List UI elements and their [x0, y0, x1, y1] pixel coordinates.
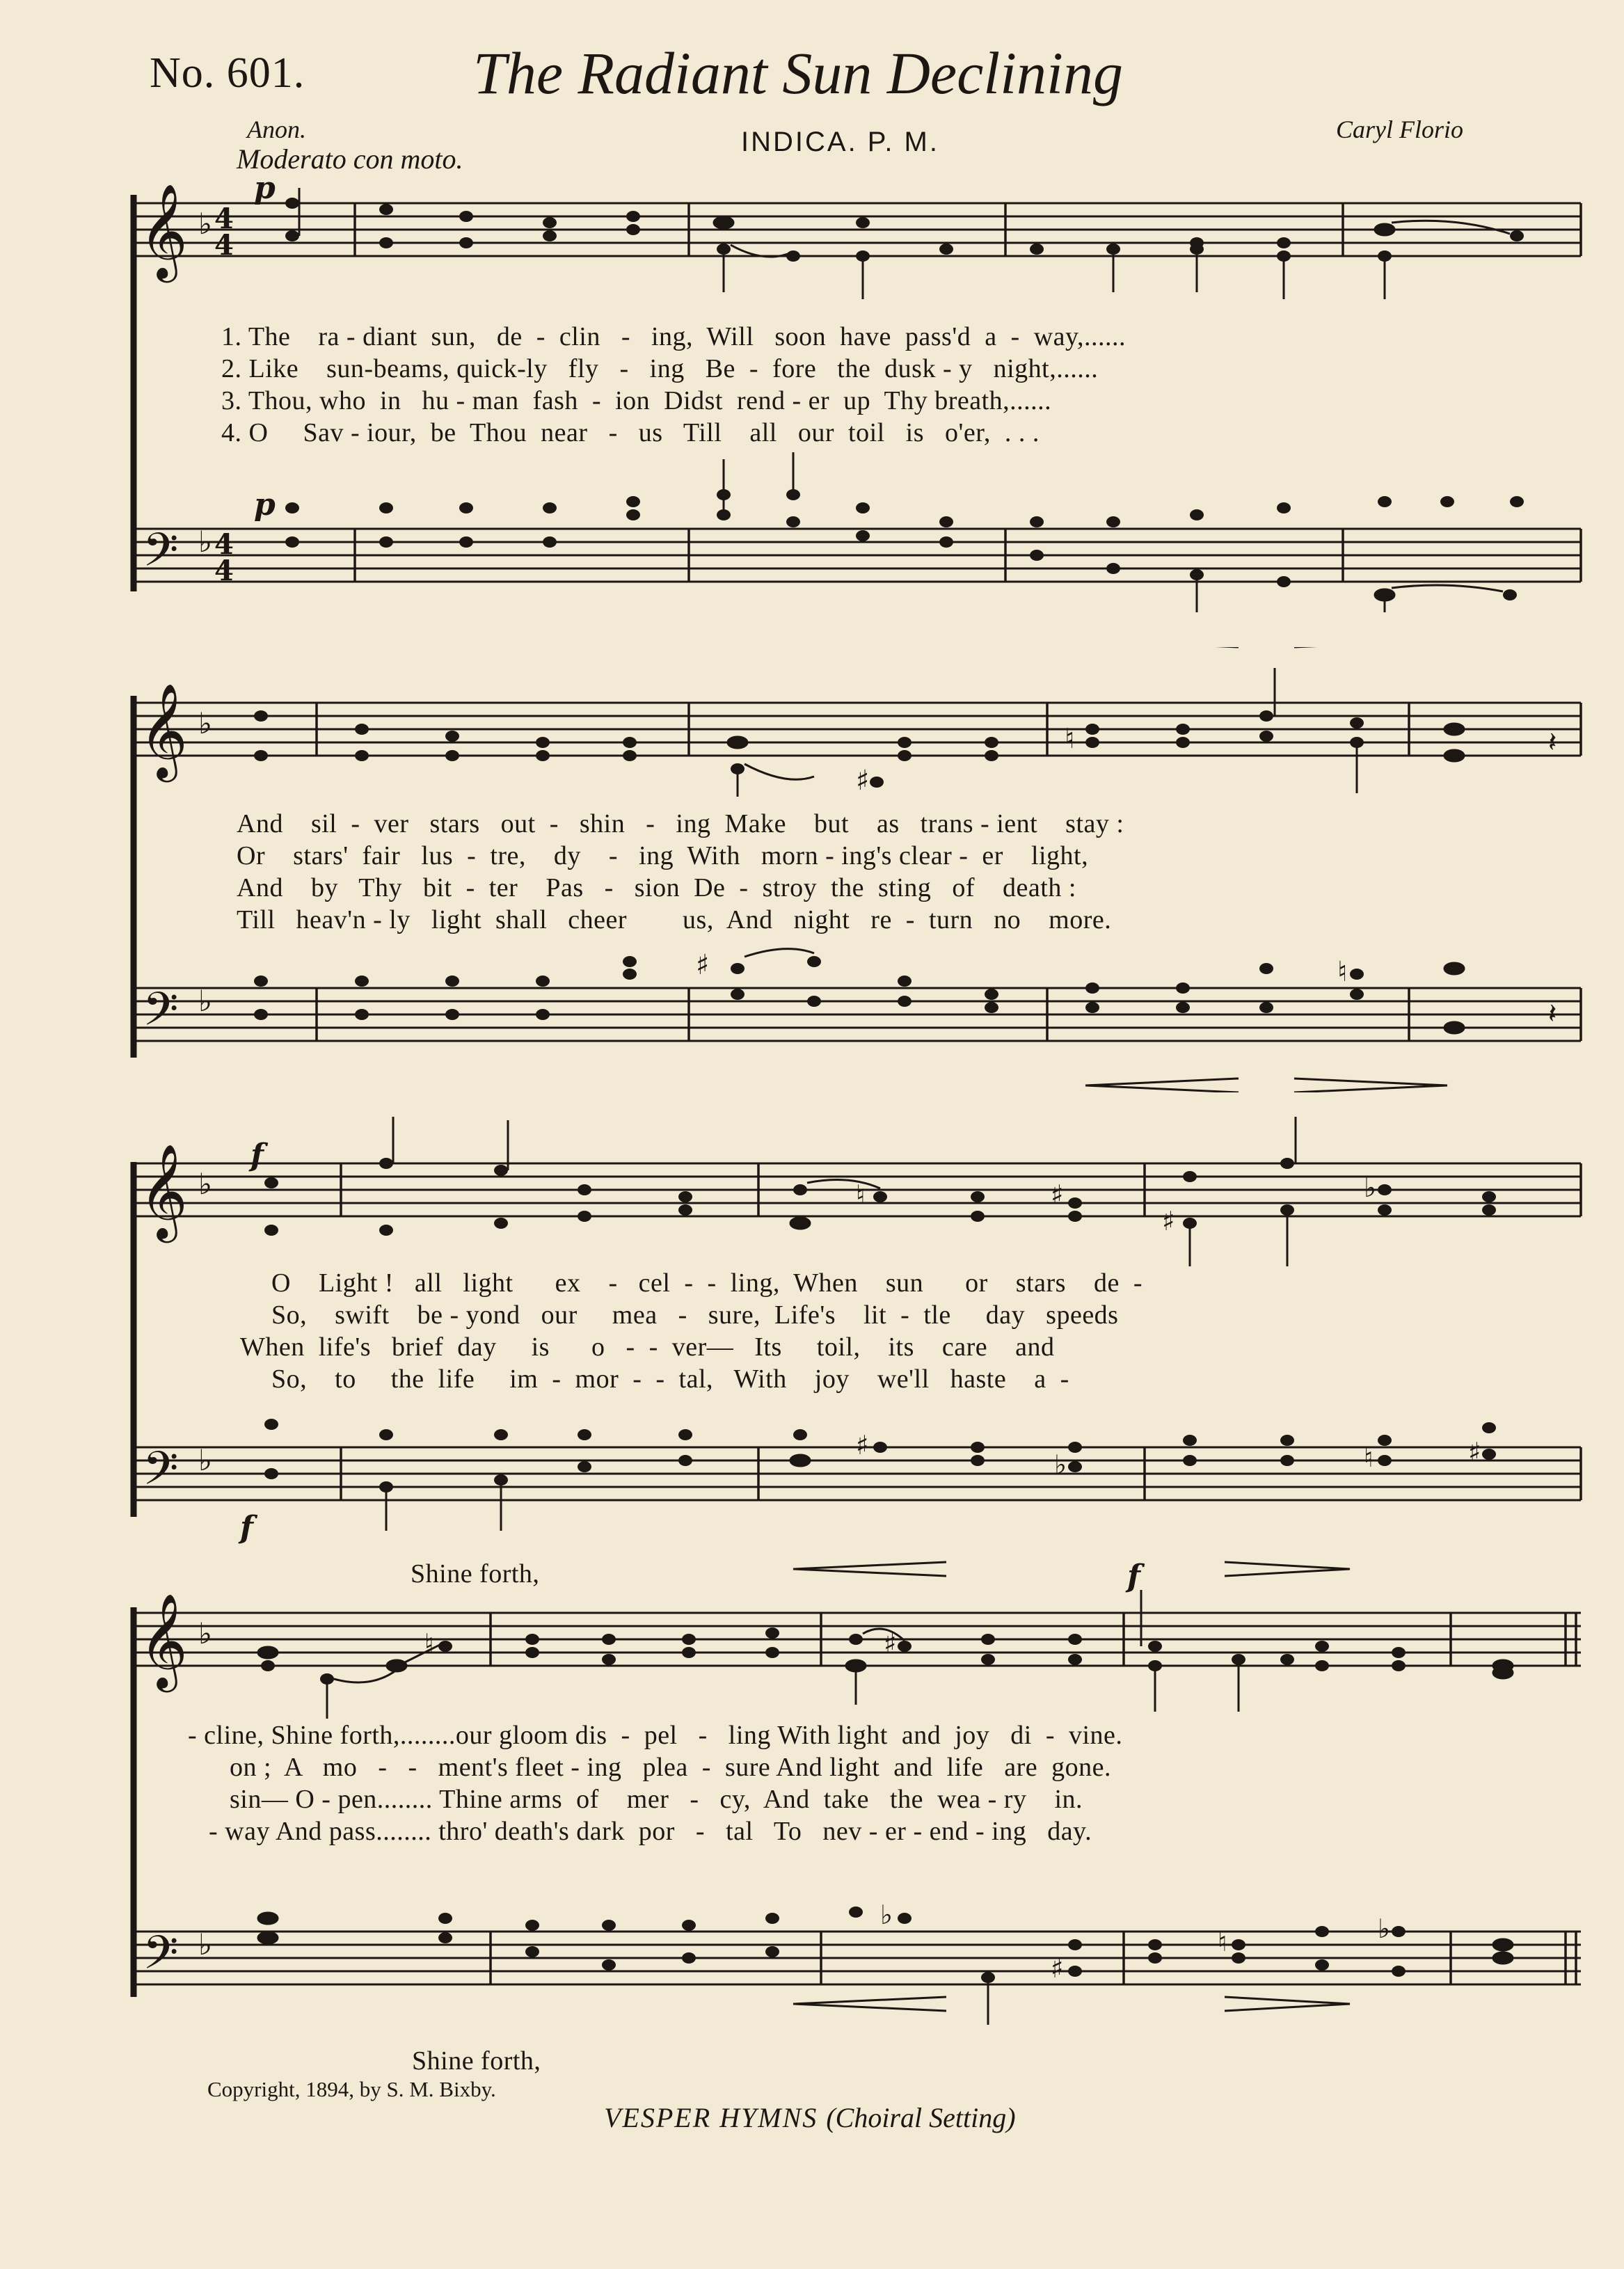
tempo-marking: Moderato con moto. [237, 143, 463, 175]
natural-accidental: ♮ [1065, 723, 1075, 755]
time-signature-top: 4 [214, 202, 234, 235]
verse-line-2: 2. Like sun-beams, quick-ly fly - ing Be - fore the dusk - y night,...... [221, 354, 1099, 383]
flat-accidental-bass: ♭ [1054, 1449, 1067, 1480]
time-signature-bottom: 4 [214, 229, 234, 262]
verse-line-1: 1. The ra - diant sun, de - clin - ing, Will soon have pass'd a - way,...... [221, 322, 1127, 351]
flat-accidental-bass-2: ♭ [880, 1900, 893, 1930]
verse-line-4: Till heav'n - ly light shall cheer us, And night re - turn no more. [237, 905, 1112, 934]
treble-clef-icon: 𝄞 [139, 682, 188, 778]
cue-text-bottom: Shine forth, [412, 2046, 541, 2076]
slur [1392, 221, 1510, 234]
crescendo-hairpin [793, 1562, 946, 1576]
verse-line-3: sin— O - pen........ Thine arms of mer - cy, And take the wea - ry in. [230, 1785, 1083, 1814]
verse-line-3: 3. Thou, who in hu - man fash - ion Didst rend - er up Thy breath,...... [221, 386, 1052, 415]
natural-accidental: ♮ [856, 1179, 866, 1210]
natural-accidental-bass: ♮ [1337, 956, 1348, 988]
flat-accidental: ♭ [1364, 1172, 1376, 1203]
hymn-title: The Radiant Sun Declining [473, 40, 1123, 106]
decrescendo-hairpin [1225, 1562, 1350, 1576]
slur [327, 1670, 397, 1682]
rest-icon-bass: 𝄽 [1548, 998, 1557, 1030]
hymn-number: No. 601. [150, 49, 305, 97]
flat-accidental-bass: ♭ [1378, 1913, 1390, 1944]
natural-accidental-bass: ♮ [1218, 1927, 1227, 1957]
verse-line-3: And by Thy bit - ter Pas - sion De - stroy the sting of death : [237, 873, 1076, 902]
bass-clef-icon: 𝄢 [143, 523, 179, 588]
treble-clef-icon: 𝄞 [139, 182, 188, 278]
rest-icon: 𝄽 [1548, 726, 1557, 758]
sharp-accidental-bass: ♯ [856, 1430, 869, 1460]
barlines [317, 703, 1581, 1041]
slur [807, 1180, 880, 1189]
flat-key-signature: ♭ [198, 207, 212, 241]
verse-line-4: 4. O Sav - iour, be Thou near - us Till all our toil is o'er, . . . [221, 418, 1040, 447]
slur [745, 949, 814, 957]
tune-name: INDICA. P. M. [741, 127, 939, 157]
sharp-accidental: ♯ [884, 1628, 897, 1659]
flat-key-signature: ♭ [198, 706, 212, 740]
verse-line-3: When life's brief day is o - - ver— Its toil, its care and [240, 1332, 1055, 1362]
slur [731, 245, 793, 257]
flat-key-signature: ♭ [198, 1616, 212, 1650]
bass-clef-icon: 𝄢 [143, 1926, 179, 1991]
time-signature-bass-top: 4 [214, 528, 234, 561]
verse-line-4: So, to the life im - mor - - tal, With joy we'll haste a - [271, 1364, 1069, 1394]
sharp-accidental-bass: ♯ [1051, 1953, 1064, 1984]
treble-staff [134, 703, 1581, 756]
sharp-accidental-bass-2: ♯ [1468, 1437, 1481, 1467]
slur [745, 764, 814, 779]
verse-line-2: So, swift be - yond our mea - sure, Life's lit - tle day speeds [271, 1300, 1119, 1330]
verse-line-2: on ; A mo - - ment's fleet - ing plea - sure And light and life are gone. [230, 1753, 1112, 1782]
time-signature-bass-bottom: 4 [214, 555, 234, 587]
decrescendo-hairpin-bass [1225, 1997, 1350, 2011]
sharp-accidental-bass: ♯ [696, 949, 710, 981]
bass-clef-icon: 𝄢 [143, 982, 179, 1047]
sharp-accidental: ♯ [856, 765, 870, 797]
dynamic-p-bass: p [254, 487, 276, 523]
footer-book: VESPER HYMNS [604, 2102, 818, 2133]
dynamic-f-treble: f [1127, 1559, 1140, 1594]
flat-key-signature-bass: ♭ [198, 525, 212, 559]
footer-book-title [604, 2101, 1016, 2134]
verse-line-1: O Light ! all light ex - cel - - ling, When sun or stars de - [271, 1268, 1143, 1298]
slur [1392, 585, 1503, 591]
flat-key-signature: ♭ [198, 1167, 212, 1201]
verse-line-1: And sil - ver stars out - shin - ing Make but as trans - ient stay : [237, 809, 1124, 838]
crescendo-hairpin-bass [793, 1997, 946, 2011]
sharp-accidental-2: ♯ [1162, 1206, 1175, 1236]
bass-staff [134, 1932, 1581, 1984]
dynamic-f-bass: f [240, 1510, 253, 1545]
flat-key-signature-bass: ♭ [198, 984, 212, 1018]
treble-clef-icon: 𝄞 [139, 1592, 188, 1688]
verse-line-4: - way And pass........ thro' death's dark por - tal To nev - er - end - ing day. [209, 1817, 1092, 1846]
decrescendo-hairpin-bass [1294, 1078, 1447, 1092]
treble-clef-icon: 𝄞 [139, 1143, 188, 1239]
verse-line-2: Or stars' fair lus - tre, dy - ing With morn - ing's clear - er light, [237, 841, 1089, 870]
dynamic-f-treble: f [250, 1138, 264, 1173]
composer: Caryl Florio [1336, 116, 1464, 143]
footer-setting: (Choiral Setting) [826, 2102, 1016, 2133]
natural-accidental: ♮ [424, 1628, 434, 1659]
bass-staff [134, 988, 1581, 1041]
flat-key-signature-bass: ♭ [198, 1443, 212, 1477]
dynamic-p-treble: p [254, 170, 276, 206]
copyright-notice: Copyright, 1894, by S. M. Bixby. [207, 2077, 496, 2101]
author: Anon. [247, 116, 306, 143]
sharp-accidental: ♯ [1051, 1179, 1064, 1210]
verse-line-1: - cline, Shine forth,........our gloom dis - pel - ling With light and joy di - vine. [188, 1721, 1123, 1750]
cue-text-top: Shine forth, [411, 1559, 540, 1589]
crescendo-hairpin-bass [1085, 1078, 1239, 1092]
flat-key-signature-bass: ♭ [198, 1927, 212, 1961]
bass-clef-icon: 𝄢 [143, 1442, 179, 1506]
treble-staff [134, 203, 1581, 256]
notes [254, 710, 1464, 1033]
natural-accidental-bass: ♮ [1364, 1442, 1374, 1473]
